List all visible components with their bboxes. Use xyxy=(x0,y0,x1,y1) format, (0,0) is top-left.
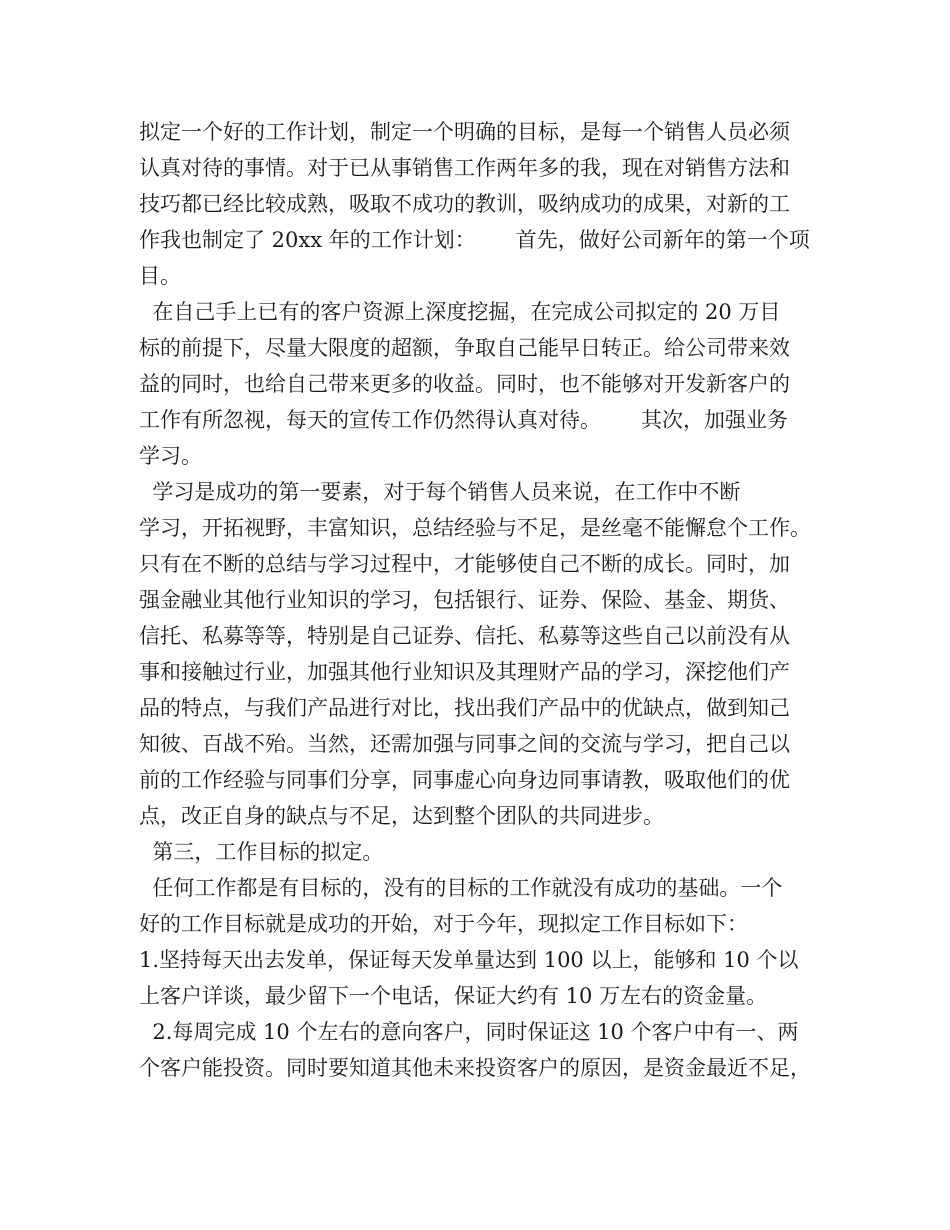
text-line: 点，改正自身的缺点与不足，达到整个团队的共同进步。 xyxy=(139,804,664,828)
text-line: 工作有所忽视，每天的宣传工作仍然得认真对待。 其次，加强业务 xyxy=(139,408,789,432)
text-line: 品的特点，与我们产品进行对比，找出我们产品中的优缺点，做到知己 xyxy=(139,696,790,720)
text-line: 学习，开拓视野，丰富知识，总结经验与不足，是丝毫不能懈怠个工作。 xyxy=(139,516,811,540)
text-line: 上客户详谈，最少留下一个电话，保证大约有 10 万左右的资金量。 xyxy=(139,984,768,1008)
text-line: 事和接触过行业，加强其他行业知识及其理财产品的学习，深挖他们产 xyxy=(139,660,790,684)
text-line: 技巧都已经比较成熟，吸取不成功的教训，吸纳成功的成果，对新的工 xyxy=(139,192,790,216)
text-line: 1.坚持每天出去发单，保证每天发单量达到 100 以上，能够和 10 个以 xyxy=(139,948,799,972)
text-line: 2.每周完成 10 个左右的意向客户，同时保证这 10 个客户中有一、两 xyxy=(139,1020,799,1044)
text-line: 个客户能投资。同时要知道其他未来投资客户的原因，是资金最近不足， xyxy=(139,1056,811,1080)
text-line: 第三，工作目标的拟定。 xyxy=(139,840,384,864)
text-line: 在自己手上已有的客户资源上深度挖掘，在完成公司拟定的 20 万目 xyxy=(139,300,781,324)
text-line: 信托、私募等等，特别是自己证券、信托、私募等这些自己以前没有从 xyxy=(139,624,790,648)
text-line: 益的同时，也给自己带来更多的收益。同时，也不能够对开发新客户的 xyxy=(139,372,790,396)
text-line: 任何工作都是有目标的，没有的目标的工作就没有成功的基础。一个 xyxy=(139,876,783,900)
text-line: 好的工作目标就是成功的开始，对于今年，现拟定工作目标如下： xyxy=(139,912,748,936)
text-line: 强金融业其他行业知识的学习，包括银行、证券、保险、基金、期货、 xyxy=(139,588,790,612)
text-line: 学习是成功的第一要素，对于每个销售人员来说，在工作中不断 xyxy=(139,480,741,504)
text-line: 目。 xyxy=(139,264,181,288)
text-line: 作我也制定了 20xx 年的工作计划： 首先，做好公司新年的第一个项 xyxy=(139,228,810,252)
text-line: 标的前提下，尽量大限度的超额，争取自己能早日转正。给公司带来效 xyxy=(139,336,790,360)
text-line: 只有在不断的总结与学习过程中，才能够使自己不断的成长。同时，加 xyxy=(139,552,790,576)
text-line: 前的工作经验与同事们分享，同事虚心向身边同事请教，吸取他们的优 xyxy=(139,768,790,792)
text-line: 知彼、百战不殆。当然，还需加强与同事之间的交流与学习，把自己以 xyxy=(139,732,790,756)
text-line: 拟定一个好的工作计划，制定一个明确的目标，是每一个销售人员必须 xyxy=(139,120,790,144)
text-line: 认真对待的事情。对于已从事销售工作两年多的我，现在对销售方法和 xyxy=(139,156,790,180)
body-text xyxy=(139,114,829,1086)
text-line: 学习。 xyxy=(139,444,202,468)
